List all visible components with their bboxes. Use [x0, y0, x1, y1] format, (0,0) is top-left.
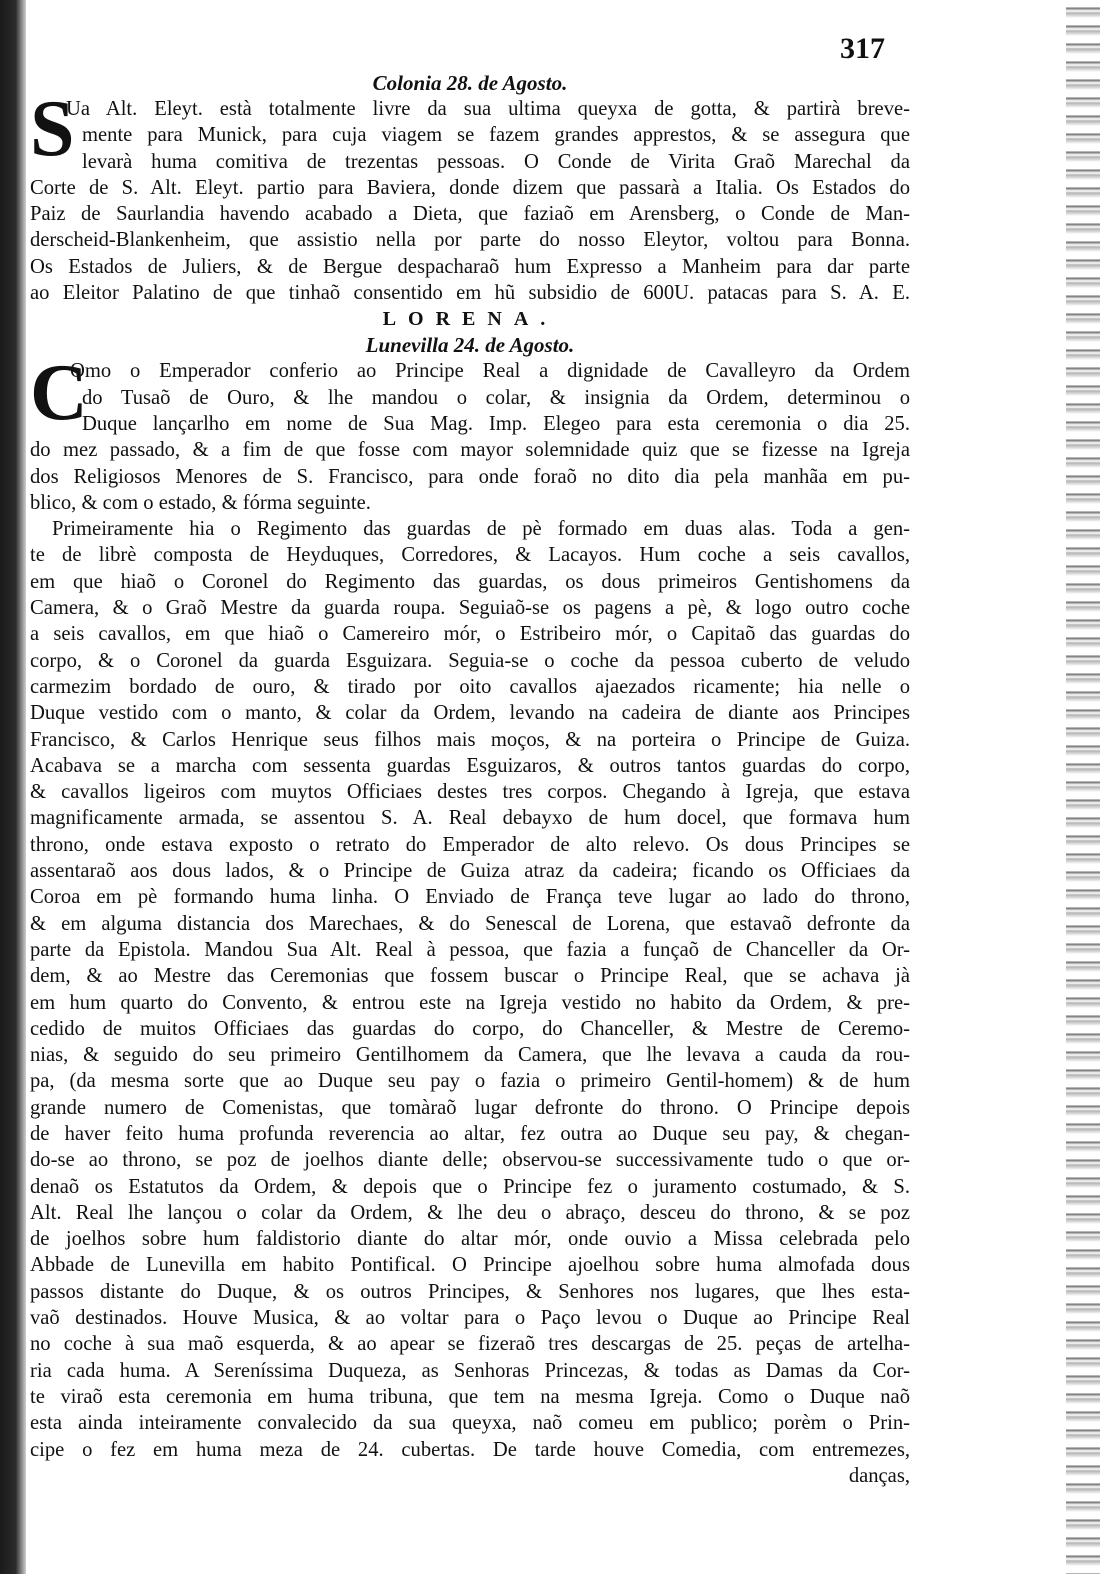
- article-2-dropcap: C: [30, 349, 88, 438]
- text-line: Primeiramente hia o Regimento das guardas de pè formado em duas alas. Toda a gen-: [52, 518, 910, 541]
- text-line: levarà huma comitiva de trezentas pessoas. O Conde de Virita Graõ Marechal da: [82, 150, 910, 173]
- text-line: nias, & seguido do seu primeiro Gentilhomem da Camera, que lhe levava a cauda da rou-: [30, 1044, 910, 1067]
- text-line: de joelhos sobre hum faldistorio diante do altar mór, onde ouvio a Missa celebrada pelo: [30, 1228, 910, 1251]
- article-2-paragraph-1: [30, 349, 910, 516]
- text-line: do mez passado, & a fim de que fosse com mayor solemnidade quiz que se fizesse na Igreja: [30, 439, 910, 462]
- text-line: corpo, & o Coronel da guarda Esguizara. Seguia-se o coche da pessoa cuberto de veludo: [30, 649, 910, 672]
- text-line: em hum quarto do Convento, & entrou este na Igreja vestido no habito da Ordem, & pre-: [30, 991, 910, 1014]
- catchword: danças,: [848, 1464, 910, 1487]
- text-line: carmezim bordado de ouro, & tirado por oito cavallos ajaezados ricamente; hia nelle o: [30, 675, 910, 698]
- text-line: Camera, & o Graõ Mestre da guarda roupa. Seguiaõ-se os pagens a pè, & logo outro coche: [30, 597, 910, 620]
- page-number: 317: [840, 32, 885, 65]
- text-line: blico, & com o estado, & fórma seguinte.: [30, 491, 371, 514]
- text-line: Coroa em pè formando huma linha. O Enviado de França teve lugar ao lado do throno,: [30, 886, 910, 909]
- text-column: [30, 70, 910, 1489]
- article-2-paragraph-2: [30, 516, 910, 1463]
- scan-page-edge: [1066, 0, 1100, 1574]
- text-line: Alt. Real lhe lançou o colar da Ordem, & lhe deu o abraço, desceu do throno, & se poz: [30, 1201, 910, 1224]
- text-line: mente para Munick, para cuja viagem se fazem grandes apprestos, & se assegura que: [82, 124, 910, 147]
- text-line: do Tusaõ de Ouro, & lhe mandou o colar, & insignia da Ordem, determinou o: [82, 386, 910, 409]
- text-line: cipe o fez em huma meza de 24. cubertas. De tarde houve Comedia, com entremezes,: [30, 1438, 910, 1461]
- text-line: no coche à sua maõ esquerda, & ao apear se fizeraõ tres descargas de 25. peças de artelha-: [30, 1333, 910, 1356]
- text-line: magnificamente armada, se assentou S. A. Real debayxo de hum docel, que formava hum: [30, 807, 910, 830]
- text-line: throno, onde estava exposto o retrato do Emperador de alto relevo. Os dous Principes se: [30, 833, 910, 856]
- text-line: Corte de S. Alt. Eleyt. partio para Baviera, donde dizem que passarà a Italia. Os Estados do: [30, 176, 910, 199]
- text-line: te viraõ esta ceremonia em huma tribuna, que tem na mesma Igreja. Como o Duque naõ: [30, 1385, 910, 1408]
- article-1-dateline: Colonia 28. de Agosto.: [372, 71, 568, 95]
- text-line: & cavallos ligeiros com muytos Officiaes destes tres corpos. Chegando à Igreja, que estava: [30, 781, 910, 804]
- text-line: assentaraõ aos dous lados, & o Principe de Guiza atraz da cadeira; ficando os Officiaes da: [30, 860, 910, 883]
- scan-binding-edge: [0, 0, 26, 1574]
- text-line: cedido de muitos Officiaes das guardas do corpo, do Chanceller, & Mestre de Ceremo-: [30, 1017, 910, 1040]
- text-line: & em alguma distancia dos Marechaes, & do Senescal de Lorena, que estavaõ defronte da: [30, 912, 910, 935]
- article-1-dropcap: S: [30, 85, 75, 173]
- text-line: vaõ destinados. Houve Musica, & ao voltar para o Paço levou o Duque ao Principe Real: [30, 1307, 910, 1330]
- text-line: passos distante do Duque, & os outros Principes, & Senhores nos lugares, que lhes esta-: [30, 1280, 910, 1303]
- text-line: Ua Alt. Eleyt. està totalmente livre da sua ultima queyxa de gotta, & partirà breve-: [66, 98, 910, 120]
- text-line: Omo o Emperador conferio ao Principe Real a dignidade de Cavalleyro da Ordem: [70, 360, 910, 383]
- text-line: grande numero de Comenistas, que tomàraõ lugar defronte do throno. O Principe depois: [30, 1096, 910, 1119]
- text-line: denaõ os Estatutos da Ordem, & depois que o Principe fez o juramento costumado, & S.: [30, 1175, 910, 1198]
- text-line: Acabava se a marcha com sessenta guardas Esguizaros, & outros tantos guardas do corpo,: [30, 754, 910, 777]
- article-2-dateline: Lunevilla 24. de Agosto.: [365, 333, 575, 358]
- text-line: a seis cavallos, em que hiaõ o Camereiro mór, o Estribeiro mór, o Capitaõ das guardas do: [30, 623, 910, 646]
- text-line: do-se ao throno, se poz de joelhos diante delle; observou-se successivamente tudo o que or-: [30, 1149, 910, 1172]
- text-line: Abbade de Lunevilla em habito Pontifical. O Principe ajoelhou sobre huma almofada dous: [30, 1254, 910, 1277]
- text-line: dem, & ao Mestre das Ceremonias que fossem buscar o Principe Real, que se achava jà: [30, 965, 910, 988]
- text-line: Francisco, & Carlos Henrique seus filhos mais moços, & na porteira o Principe de Guiza.: [30, 728, 910, 751]
- text-line: Duque lançarlho em nome de Sua Mag. Imp. Elegeo para esta ceremonia o dia 25.: [82, 412, 910, 435]
- text-line: derscheid-Blankenheim, que assistio nella por parte do nosso Eleytor, voltou para Bonna.: [30, 229, 910, 252]
- text-line: Duque vestido com o manto, & colar da Ordem, levando na cadeira de diante aos Principes: [30, 702, 910, 725]
- text-line: de haver feito huma profunda reverencia ao altar, fez outra ao Duque seu pay, & chegan-: [30, 1122, 910, 1145]
- text-line: dos Religiosos Menores de S. Francisco, para onde foraõ no dito dia pela manhãa em pu-: [30, 465, 910, 488]
- section-title: LORENA.: [382, 308, 558, 331]
- text-line: parte da Epistola. Mandou Sua Alt. Real à pessoa, que fazia a funçaõ de Chanceller da Or-: [30, 938, 910, 961]
- text-line: Os Estados de Juliers, & de Bergue despacharaõ hum Expresso a Manheim para dar parte: [30, 255, 910, 278]
- text-line: em que hiaõ o Coronel do Regimento das guardas, os dous primeiros Gentishomens da: [30, 570, 910, 593]
- text-line: pa, (da mesma sorte que ao Duque seu pay o fazia o primeiro Gentil-homem) & de hum: [30, 1070, 910, 1093]
- text-line: esta ainda inteiramente convalecido da sua queyxa, naõ comeu em publico; porèm o Prin-: [30, 1412, 910, 1435]
- text-line: ao Eleitor Palatino de que tinhaõ consentido em hũ subsidio de 600U. patacas para S. A. E.: [30, 282, 910, 305]
- text-line: Paiz de Saurlandia havendo acabado a Dieta, que faziaõ em Arensberg, o Conde de Man-: [30, 203, 910, 226]
- text-line: ria cada huma. A Sereníssima Duqueza, as Senhoras Princezas, & todas as Damas da Cor-: [30, 1359, 910, 1382]
- article-1-body: [30, 85, 910, 306]
- text-line: te de librè composta de Heyduques, Corredores, & Lacayos. Hum coche a seis cavallos,: [30, 544, 910, 567]
